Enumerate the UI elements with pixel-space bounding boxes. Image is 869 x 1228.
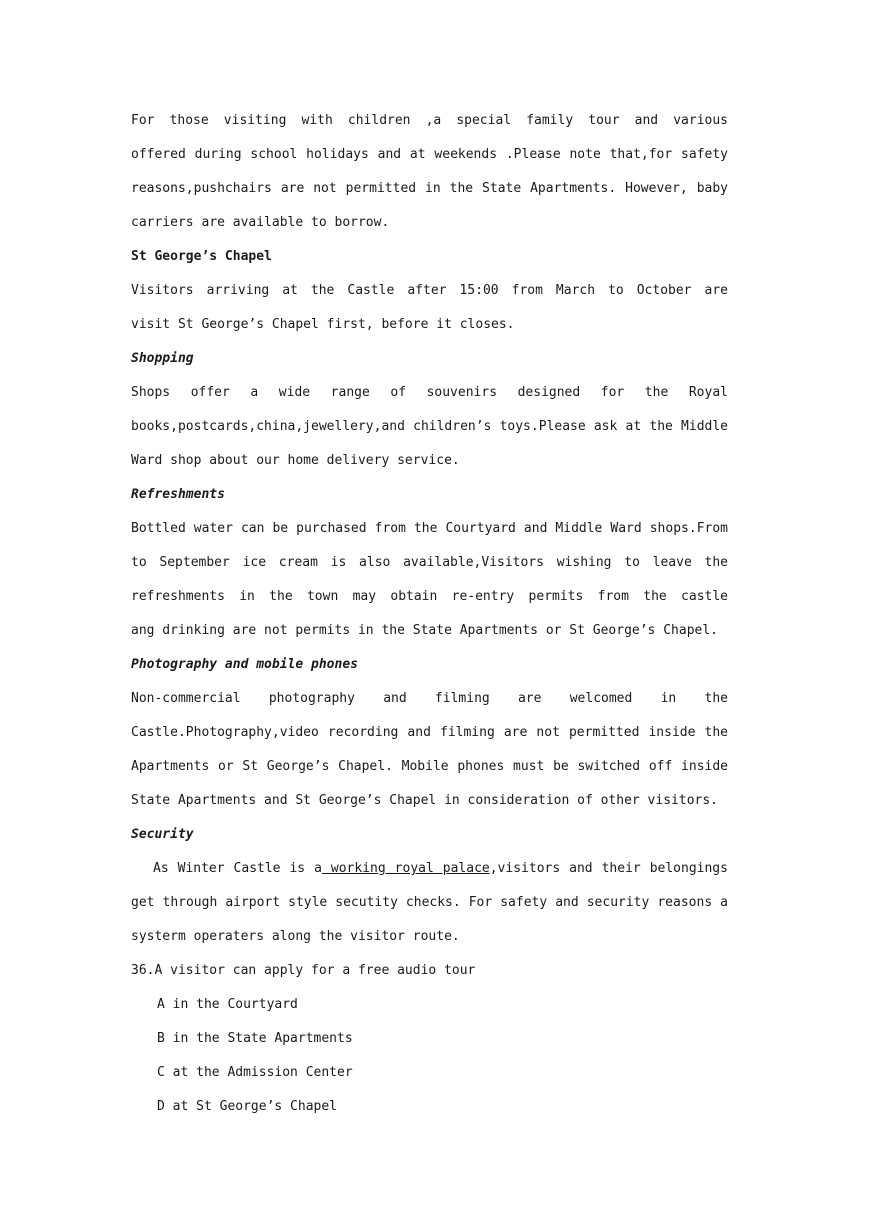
text-line: to September ice cream is also available,Visitors wishing to leave the <box>131 555 728 570</box>
text-line: Bottled water can be purchased from the Courtyard and Middle Ward shops.From <box>131 521 728 536</box>
chapel-section <box>131 240 728 342</box>
text-line <box>131 852 728 886</box>
question-36 <box>131 954 728 1124</box>
text-line: books,postcards,china,jewellery,and children’s toys.Please ask at the Middle <box>131 419 728 434</box>
option-b: B in the State Apartments <box>157 1031 353 1046</box>
section-heading-shopping: Shopping <box>131 351 194 366</box>
section-heading-photography: Photography and mobile phones <box>131 657 358 672</box>
text-line: refreshments in the town may obtain re-entry permits from the castle <box>131 589 728 604</box>
section-heading-refreshments: Refreshments <box>131 487 225 502</box>
security-section <box>131 818 728 954</box>
shopping-section <box>131 342 728 478</box>
text-segment: ,visitors and their belongings <box>489 861 728 876</box>
text-line: ang drinking are not permits in the State Apartments or St George’s Chapel. <box>131 623 718 638</box>
question-stem: 36.A visitor can apply for a free audio tour <box>131 963 476 978</box>
text-line: visit St George’s Chapel first, before it closes. <box>131 317 515 332</box>
option-a: A in the Courtyard <box>157 997 298 1012</box>
text-line: Apartments or St George’s Chapel. Mobile phones must be switched off inside <box>131 759 728 774</box>
text-line: Visitors arriving at the Castle after 15:00 from March to October are <box>131 283 728 298</box>
text-line: State Apartments and St George’s Chapel in consideration of other visitors. <box>131 793 718 808</box>
underlined-phrase: working royal palace <box>321 861 490 876</box>
family-paragraph <box>131 104 728 240</box>
section-heading-security: Security <box>131 827 194 842</box>
text-line: Non-commercial photography and filming are welcomed in the <box>131 691 728 706</box>
text-line: systerm operaters along the visitor route. <box>131 929 460 944</box>
text-line: reasons,pushchairs are not permitted in the State Apartments. However, baby <box>131 181 728 196</box>
section-heading-chapel: St George’s Chapel <box>131 249 272 264</box>
text-line: Ward shop about our home delivery service. <box>131 453 460 468</box>
document-page <box>131 104 728 1124</box>
photography-section <box>131 648 728 818</box>
text-segment: As Winter Castle is a <box>153 861 322 876</box>
refreshments-section <box>131 478 728 648</box>
option-c: C at the Admission Center <box>157 1065 353 1080</box>
text-line: get through airport style secutity checks. For safety and security reasons a <box>131 895 728 910</box>
text-line: For those visiting with children ,a special family tour and various <box>131 113 728 128</box>
text-line: Shops offer a wide range of souvenirs designed for the Royal <box>131 385 728 400</box>
option-d: D at St George’s Chapel <box>157 1099 338 1114</box>
text-line: Castle.Photography,video recording and filming are not permitted inside the <box>131 725 728 740</box>
text-line: offered during school holidays and at weekends .Please note that,for safety <box>131 147 728 162</box>
text-line: carriers are available to borrow. <box>131 215 390 230</box>
